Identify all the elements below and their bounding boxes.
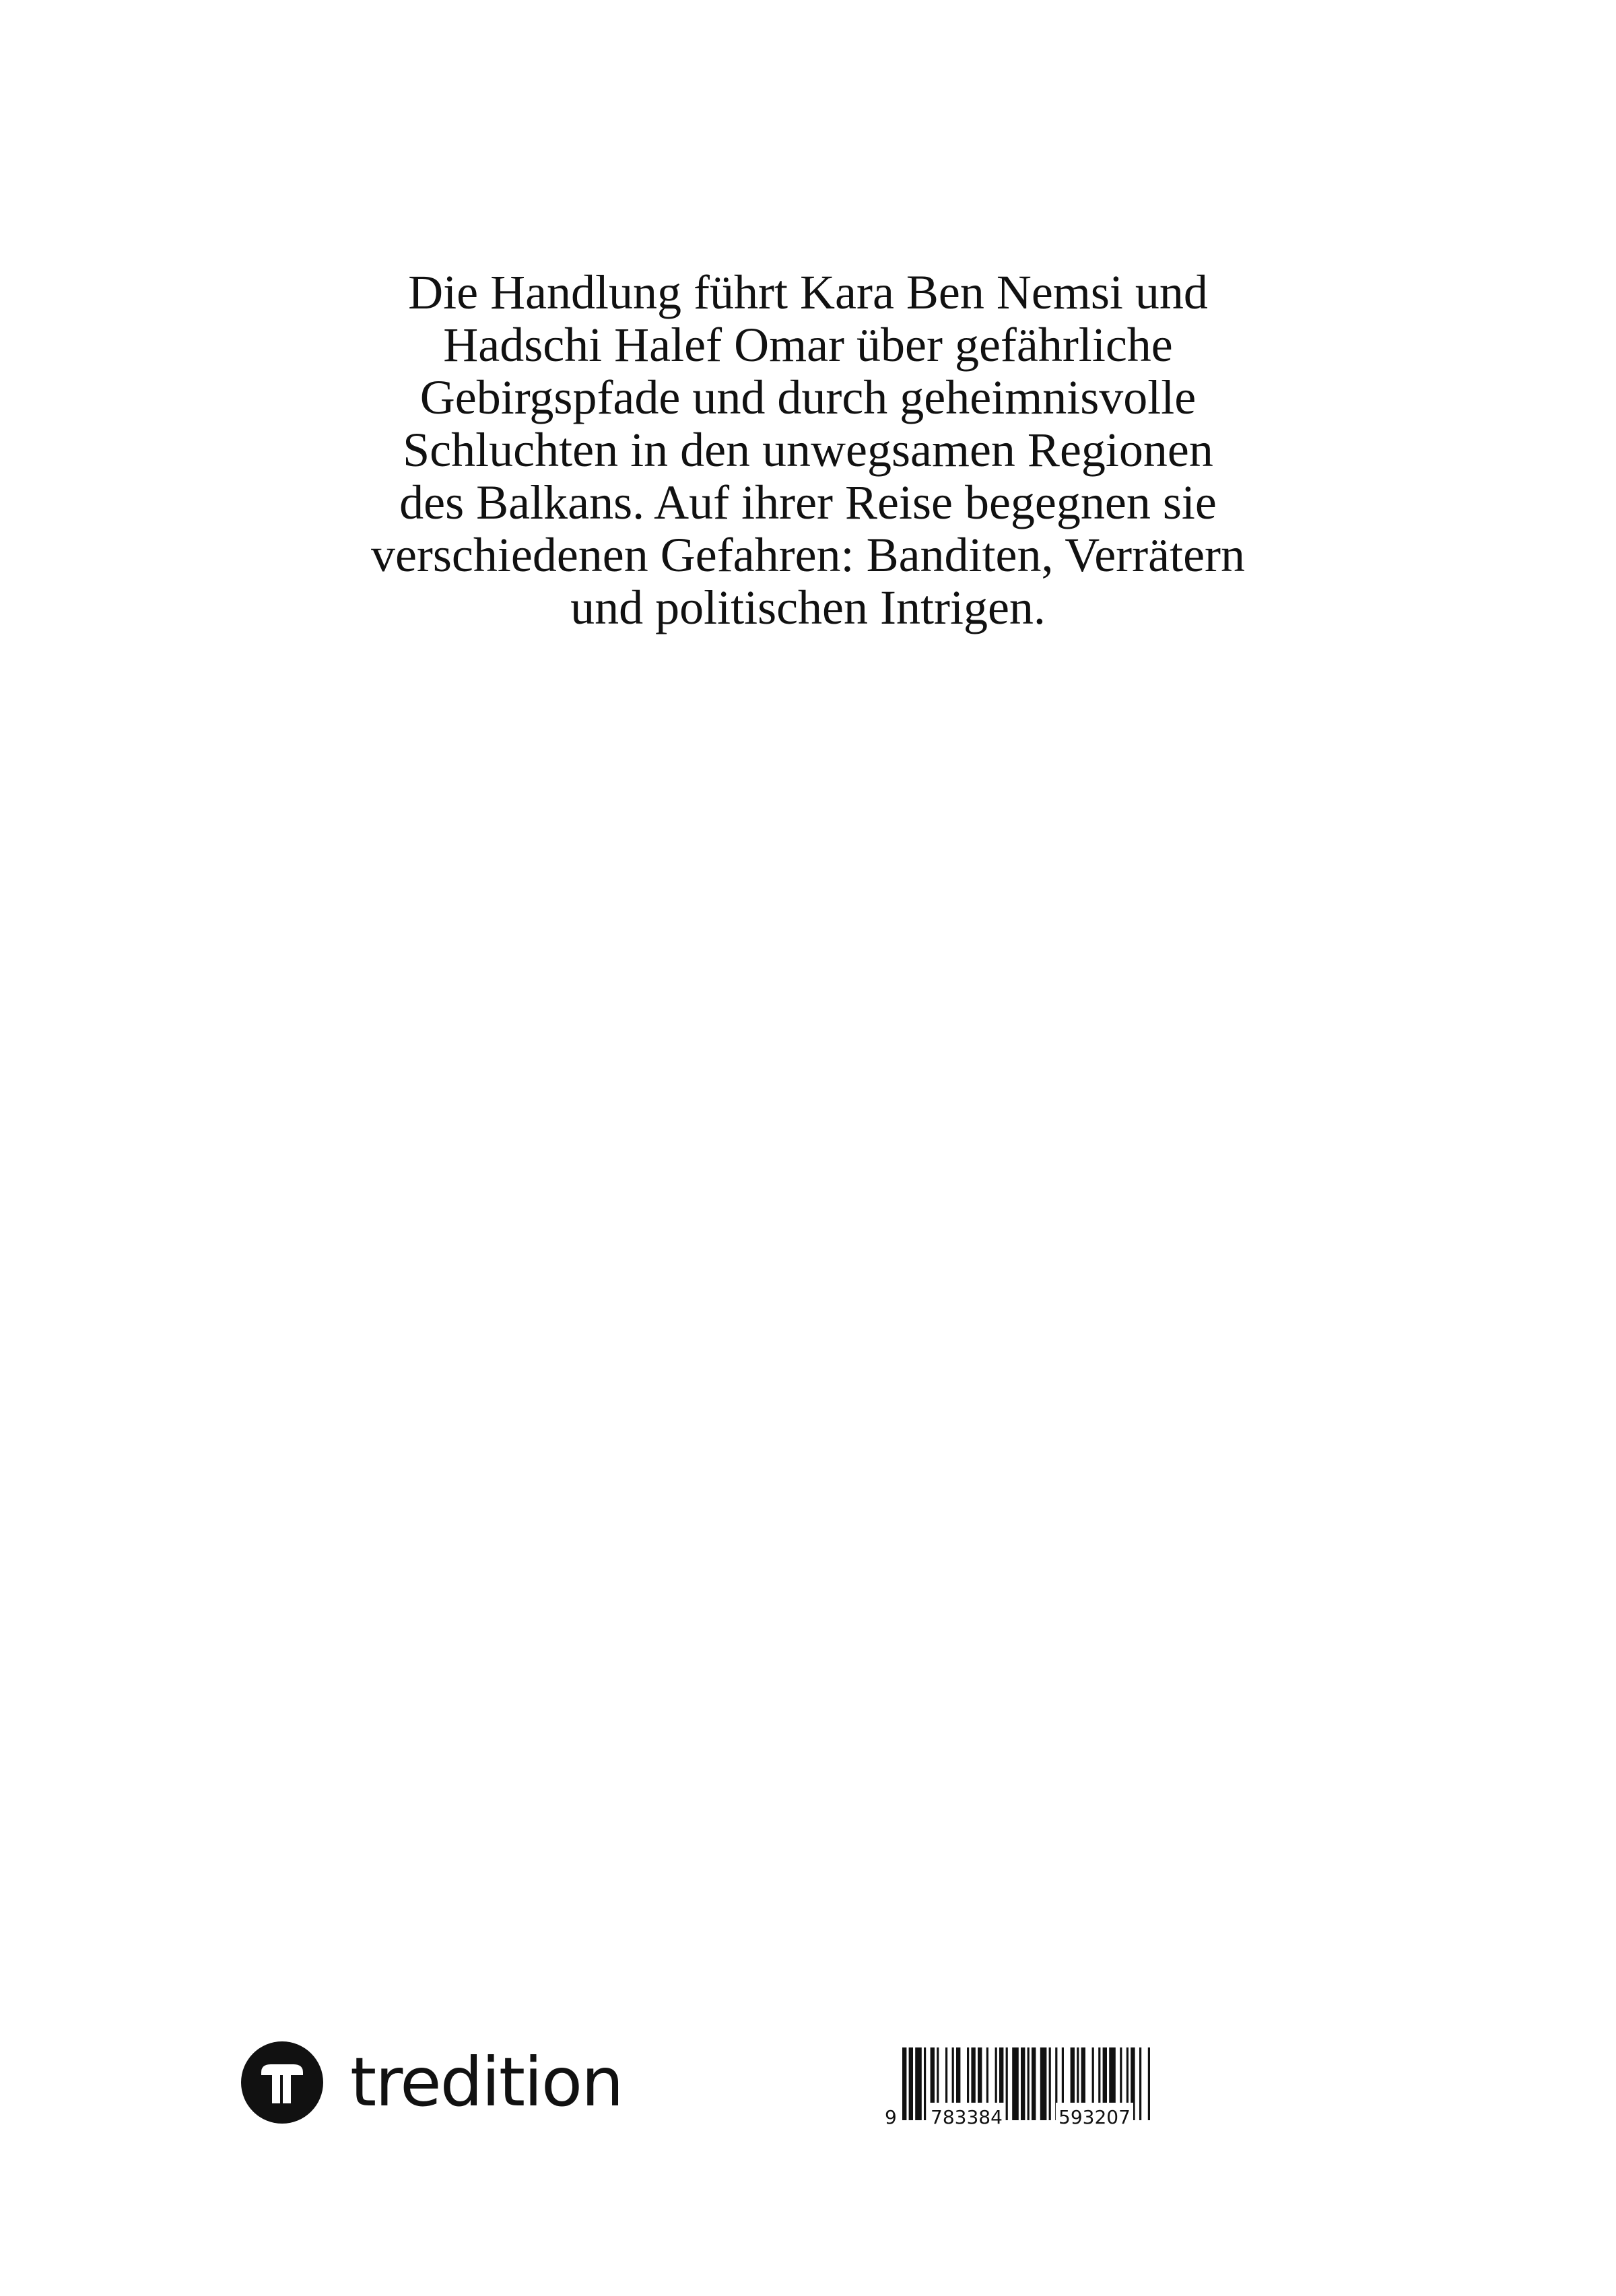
barcode-first-digit: 9 bbox=[882, 2103, 900, 2132]
barcode-left-digits: 783384 bbox=[928, 2103, 1005, 2132]
publisher-name: tredition bbox=[350, 2043, 623, 2122]
publisher-logo bbox=[241, 2039, 622, 2126]
isbn-barcode bbox=[875, 2047, 1185, 2135]
back-cover-blurb bbox=[256, 266, 1360, 634]
blurb-line: Schluchten in den unwegsamen Regionen bbox=[403, 423, 1213, 477]
barcode-right-digits: 593207 bbox=[1056, 2103, 1133, 2132]
blurb-line: und politischen Intrigen. bbox=[570, 581, 1046, 634]
blurb-line: Hadschi Halef Omar über gefährliche bbox=[443, 318, 1173, 372]
blurb-line: des Balkans. Auf ihrer Reise begegnen sie bbox=[399, 475, 1217, 529]
barcode-digits bbox=[875, 2103, 1185, 2132]
blurb-line: Gebirgspfade und durch geheimnisvolle bbox=[419, 370, 1197, 424]
blurb-line: verschiedenen Gefahren: Banditen, Verrätern bbox=[370, 528, 1246, 582]
tredition-logo-icon bbox=[241, 2041, 323, 2124]
blurb-line: Die Handlung führt Kara Ben Nemsi und bbox=[408, 265, 1208, 319]
